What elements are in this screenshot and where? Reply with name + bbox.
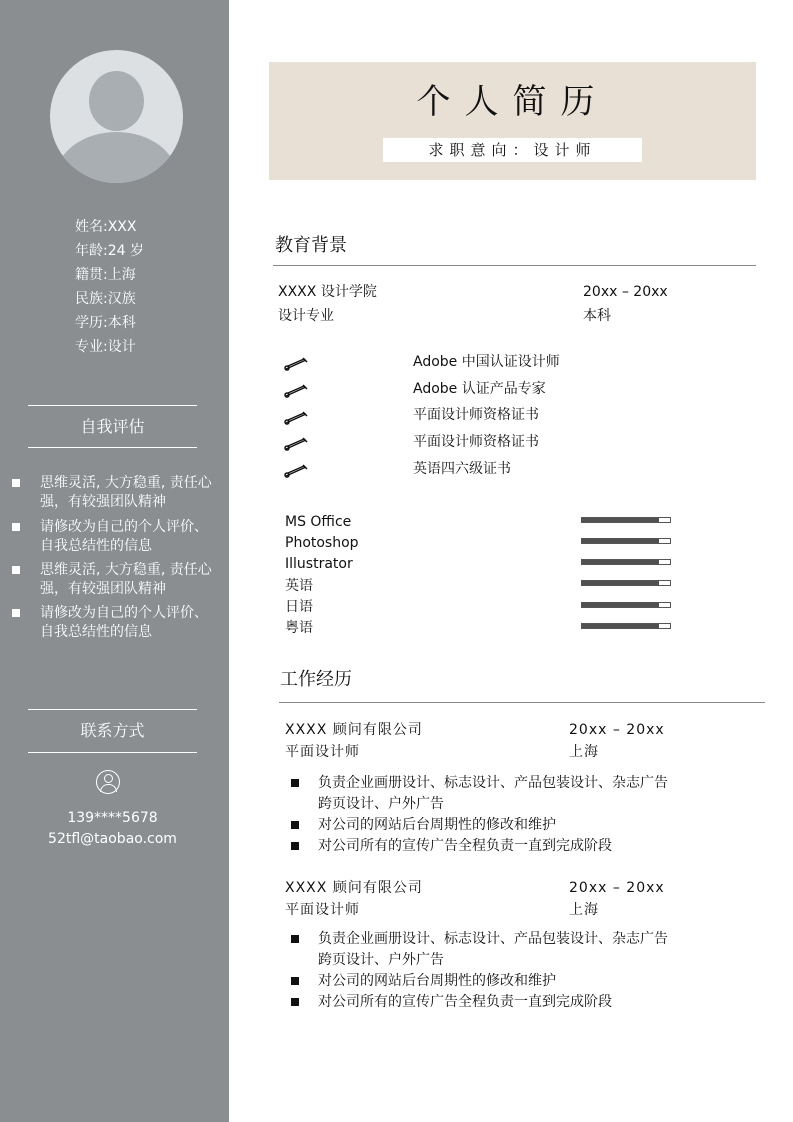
divider [28, 709, 197, 710]
job-duty: 对公司所有的宣传广告全程负责一直到完成阶段 [318, 838, 612, 854]
certificate-item: Adobe 认证产品专家 [413, 381, 546, 397]
square-bullet-icon [12, 523, 20, 531]
education-heading: 教育背景 [275, 235, 347, 256]
skill-name: Illustrator [285, 556, 353, 572]
self-eval-item: 请修改为自己的个人评价、自我总结性的信息 [12, 518, 212, 556]
diploma-scroll-icon [283, 411, 309, 425]
skill-name: 日语 [285, 599, 313, 615]
square-bullet-icon [291, 779, 299, 787]
section-divider [273, 265, 756, 266]
job-location: 上海 [569, 902, 599, 918]
phone-number: 139****5678 [67, 810, 158, 826]
job-duty: 负责企业画册设计、标志设计、产品包装设计、杂志广告跨页设计、户外广告 [318, 775, 668, 812]
skill-bar-fill [582, 518, 659, 522]
company-name: XXXX 顾问有限公司 [285, 880, 423, 896]
skill-bar-fill [582, 581, 659, 585]
square-bullet-icon [291, 821, 299, 829]
contact-heading: 联系方式 [80, 721, 145, 740]
square-bullet-icon [12, 609, 20, 617]
divider [28, 752, 197, 753]
skill-bar [581, 623, 671, 629]
square-bullet-icon [291, 935, 299, 943]
job-duty: 对公司的网站后台周期性的修改和维护 [318, 817, 556, 833]
divider [28, 405, 197, 406]
divider [28, 447, 197, 448]
major: 设计专业 [278, 308, 334, 324]
job-intent: 求职意向：设计师 [383, 138, 642, 162]
user-circle-icon [96, 770, 120, 794]
self-eval-item: 思维灵活, 大方稳重, 责任心强，有较强团队精神 [12, 561, 212, 599]
job-duty: 对公司所有的宣传广告全程负责一直到完成阶段 [318, 994, 612, 1010]
skill-name: 粤语 [285, 620, 313, 636]
skill-bar [581, 517, 671, 523]
job-location: 上海 [569, 744, 599, 760]
email-address: 52tfl@taobao.com [48, 831, 177, 847]
skill-name: Photoshop [285, 535, 359, 551]
square-bullet-icon [12, 479, 20, 487]
job-period: 20xx – 20xx [569, 880, 665, 896]
self-eval-item: 思维灵活, 大方稳重, 责任心强，有较强团队精神 [12, 474, 212, 512]
certificate-item: Adobe 中国认证设计师 [413, 354, 560, 370]
company-name: XXXX 顾问有限公司 [285, 722, 423, 738]
title-box [269, 62, 756, 180]
job-role: 平面设计师 [285, 902, 360, 918]
skill-bar [581, 559, 671, 565]
degree: 本科 [583, 308, 611, 324]
certificate-item: 平面设计师资格证书 [413, 434, 539, 450]
job-role: 平面设计师 [285, 744, 360, 760]
page-title: 个人简历 [416, 82, 609, 122]
skill-bar [581, 580, 671, 586]
job-period: 20xx – 20xx [569, 722, 665, 738]
skill-name: MS Office [285, 514, 352, 530]
certificate-item: 英语四六级证书 [413, 461, 511, 477]
sidebar [0, 0, 229, 1122]
diploma-scroll-icon [283, 357, 309, 371]
skill-bar-fill [582, 624, 659, 628]
person-silhouette-icon [50, 50, 183, 183]
diploma-scroll-icon [283, 464, 309, 478]
self-eval-item: 请修改为自己的个人评价、自我总结性的信息 [12, 604, 212, 642]
square-bullet-icon [291, 842, 299, 850]
info-hometown: 籍贯:上海 [75, 267, 136, 283]
certificate-item: 平面设计师资格证书 [413, 407, 539, 423]
school-name: XXXX 设计学院 [278, 284, 377, 300]
info-ethnicity: 民族:汉族 [75, 291, 136, 307]
square-bullet-icon [291, 977, 299, 985]
skill-bar [581, 602, 671, 608]
skill-bar-fill [582, 603, 659, 607]
square-bullet-icon [12, 566, 20, 574]
info-age: 年龄:24 岁 [75, 243, 144, 259]
skill-bar-fill [582, 560, 659, 564]
self-eval-heading: 自我评估 [80, 417, 145, 436]
diploma-scroll-icon [283, 384, 309, 398]
work-heading: 工作经历 [280, 669, 352, 690]
education-period: 20xx – 20xx [583, 284, 668, 300]
info-name: 姓名:XXX [75, 219, 137, 235]
skill-bar [581, 538, 671, 544]
skill-bar-fill [582, 539, 659, 543]
section-divider [279, 702, 765, 703]
square-bullet-icon [291, 998, 299, 1006]
diploma-scroll-icon [283, 437, 309, 451]
info-education: 学历:本科 [75, 315, 136, 331]
job-duty: 对公司的网站后台周期性的修改和维护 [318, 973, 556, 989]
job-duty: 负责企业画册设计、标志设计、产品包装设计、杂志广告跨页设计、户外广告 [318, 931, 668, 968]
info-major: 专业:设计 [75, 339, 136, 355]
skill-name: 英语 [285, 578, 313, 594]
